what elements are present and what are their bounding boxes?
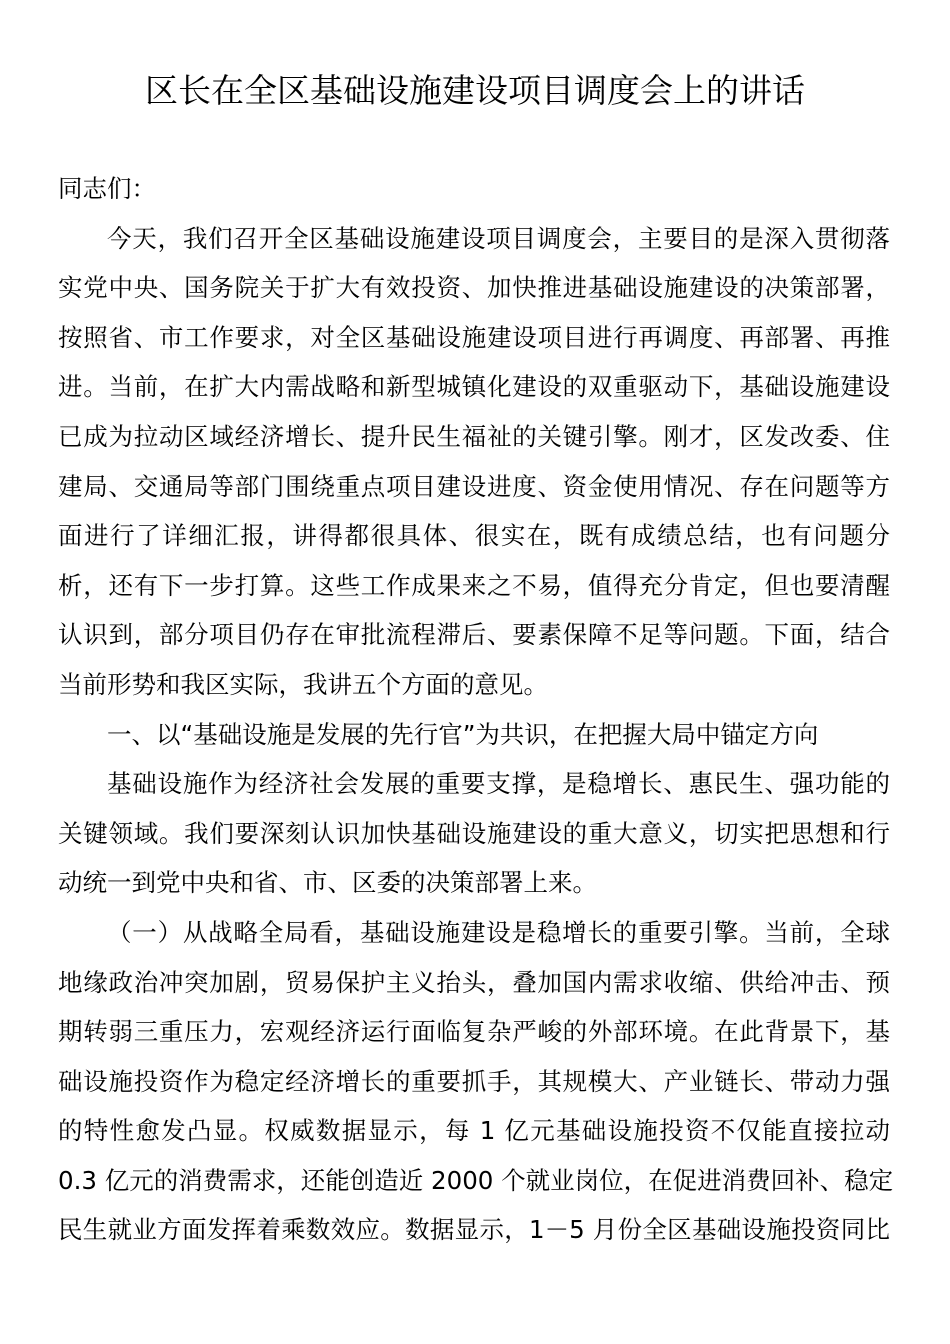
paragraph-line: 实党中央、国务院关于扩大有效投资、加快推进基础设施建设的决策部署， xyxy=(58,273,890,303)
paragraph-line: （一）从战略全局看，基础设施建设是稳增长的重要引擎。当前，全球 xyxy=(107,917,890,947)
paragraph-line: 已成为拉动区域经济增长、提升民生福祉的关键引擎。刚才，区发改委、住 xyxy=(58,421,890,451)
paragraph-line: 面进行了详细汇报，讲得都很具体、很实在，既有成绩总结，也有问题分 xyxy=(58,521,890,551)
paragraph-line: 今天，我们召开全区基础设施建设项目调度会，主要目的是深入贯彻落 xyxy=(107,223,890,253)
paragraph-line: 基础设施作为经济社会发展的重要支撑，是稳增长、惠民生、强功能的 xyxy=(107,769,890,799)
paragraph-line: 按照省、市工作要求，对全区基础设施建设项目进行再调度、再部署、再推 xyxy=(58,322,890,352)
paragraph-line: 当前形势和我区实际，我讲五个方面的意见。 xyxy=(58,669,548,699)
paragraph-line: 认识到，部分项目仍存在审批流程滞后、要素保障不足等问题。下面，结合 xyxy=(58,620,890,650)
paragraph-line: 期转弱三重压力，宏观经济运行面临复杂严峻的外部环境。在此背景下，基 xyxy=(58,1017,890,1047)
paragraph-line: 进。当前，在扩大内需战略和新型城镇化建设的双重驱动下，基础设施建设 xyxy=(58,372,890,402)
paragraph-line: 动统一到党中央和省、市、区委的决策部署上来。 xyxy=(58,868,597,898)
paragraph-line: 的特性愈发凸显。权威数据显示，每 1 亿元基础设施投资不仅能直接拉动 xyxy=(58,1116,890,1146)
paragraph-line: 地缘政治冲突加剧，贸易保护主义抬头，叠加国内需求收缩、供给冲击、预 xyxy=(58,967,890,997)
paragraph-line: 民生就业方面发挥着乘数效应。数据显示，1－5 月份全区基础设施投资同比 xyxy=(58,1215,890,1245)
paragraph-line: 础设施投资作为稳定经济增长的重要抓手，其规模大、产业链长、带动力强 xyxy=(58,1066,890,1096)
document-title: 区长在全区基础设施建设项目调度会上的讲话 xyxy=(145,71,805,110)
paragraph-line: 析，还有下一步打算。这些工作成果来之不易，值得充分肯定，但也要清醒 xyxy=(58,570,890,600)
paragraph-line: 建局、交通局等部门围绕重点项目建设进度、资金使用情况、存在问题等方 xyxy=(58,471,890,501)
paragraph-line: 同志们： xyxy=(58,174,156,203)
paragraph-line: 0.3 亿元的消费需求，还能创造近 2000 个就业岗位，在促进消费回补、稳定 xyxy=(58,1165,894,1195)
document-body xyxy=(58,164,894,1255)
paragraph-line: 关键领域。我们要深刻认识加快基础设施建设的重大意义，切实把思想和行 xyxy=(58,818,890,848)
paragraph-line: 一、以“基础设施是发展的先行官”为共识，在把握大局中锚定方向 xyxy=(107,719,819,749)
